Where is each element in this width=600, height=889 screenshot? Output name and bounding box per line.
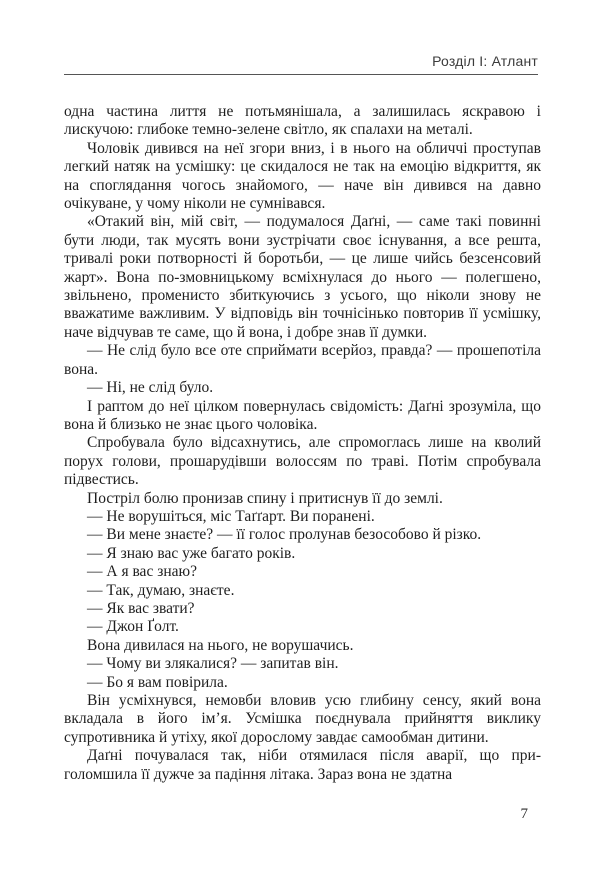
running-head: Розділ I: Атлант — [432, 53, 538, 69]
paragraph: — Ні, не слід було. — [87, 379, 214, 397]
paragraph: Вона дивилася на нього, не ворушачись. — [87, 636, 354, 654]
paragraph: І раптом до неї цілком повернулась свідомість: Даґні зрозуміла, що вона й близько не знає цього чоловіка. — [64, 397, 541, 433]
paragraph: — А я вас знаю? — [87, 563, 197, 581]
text-block — [64, 103, 541, 784]
paragraph: — Не слід було все оте сприймати всерйоз, правда? — прошепотіла вона. — [64, 342, 541, 378]
paragraph: — Джон Ґолт. — [87, 618, 179, 636]
paragraph: — Я знаю вас уже багато років. — [87, 544, 296, 562]
paragraph: «Отакий він, мій світ, — подумалося Даґні, — саме такі повинні бути люди, так мусять вони зустрічати своє існування, а все решта, тривалі роки потворності й боротьби, — це лише чийсь безсенсовий жарт». Вона по-змовницькому всміхнулася до нього — полегшено, звільнено, променисто збиткуючись з усього, що ніколи знову не вважатиме важливим. У відповідь він точнісінько повторив її усмішку, наче відчував те саме, що й вона, і добре знав її думки. — [64, 213, 541, 341]
paragraph: Спробувала було відсахнутись, але спромоглась лише на кволий порух голови, прошарудівши волоссям по траві. Потім спробувала підвестись. — [64, 434, 541, 489]
paragraph: Даґні почувалася так, ніби отямилася після аварії, що приголомшила її дужче за падіння літака. Зараз вона не здатна — [64, 747, 541, 783]
paragraph: Він усміхнувся, немовби вловив усю глибину сенсу, який вона вкладала в його ім’я. Усмішка поєднувала прийняття виклику супротивника й утіху, якої дорослому завдає самообман дитини. — [64, 692, 541, 746]
paragraph: — Як вас звати? — [87, 599, 195, 617]
paragraph: Чоловік дивився на неї згори вниз, і в нього на обличчі проступав легкий натяк на усмішку: це скидалося не так на емоцію відкриття, як на споглядання чогось знайомого, — наче він дивився на давно очікуване, у чому ніколи не сумнівався. — [64, 139, 541, 213]
header-rule — [64, 74, 538, 75]
page-number: 7 — [520, 806, 528, 822]
paragraph: — Так, думаю, знаєте. — [87, 581, 235, 599]
paragraph: Постріл болю пронизав спину і притиснув її до землі. — [87, 489, 443, 507]
paragraph: — Бо я вам повірила. — [87, 673, 228, 691]
paragraph: — Ви мене знаєте? — її голос пролунав безособово й різко. — [87, 526, 482, 544]
paragraph: — Чому ви злякалися? — запитав він. — [87, 655, 339, 673]
paragraph: одна частина лиття не потьмянішала, а залишилась яскравою і лискучою: глибоке темно-зелене світло, як спалахи на металі. — [64, 103, 541, 139]
paragraph: — Не ворушіться, міс Таґґарт. Ви поранені. — [87, 507, 375, 525]
